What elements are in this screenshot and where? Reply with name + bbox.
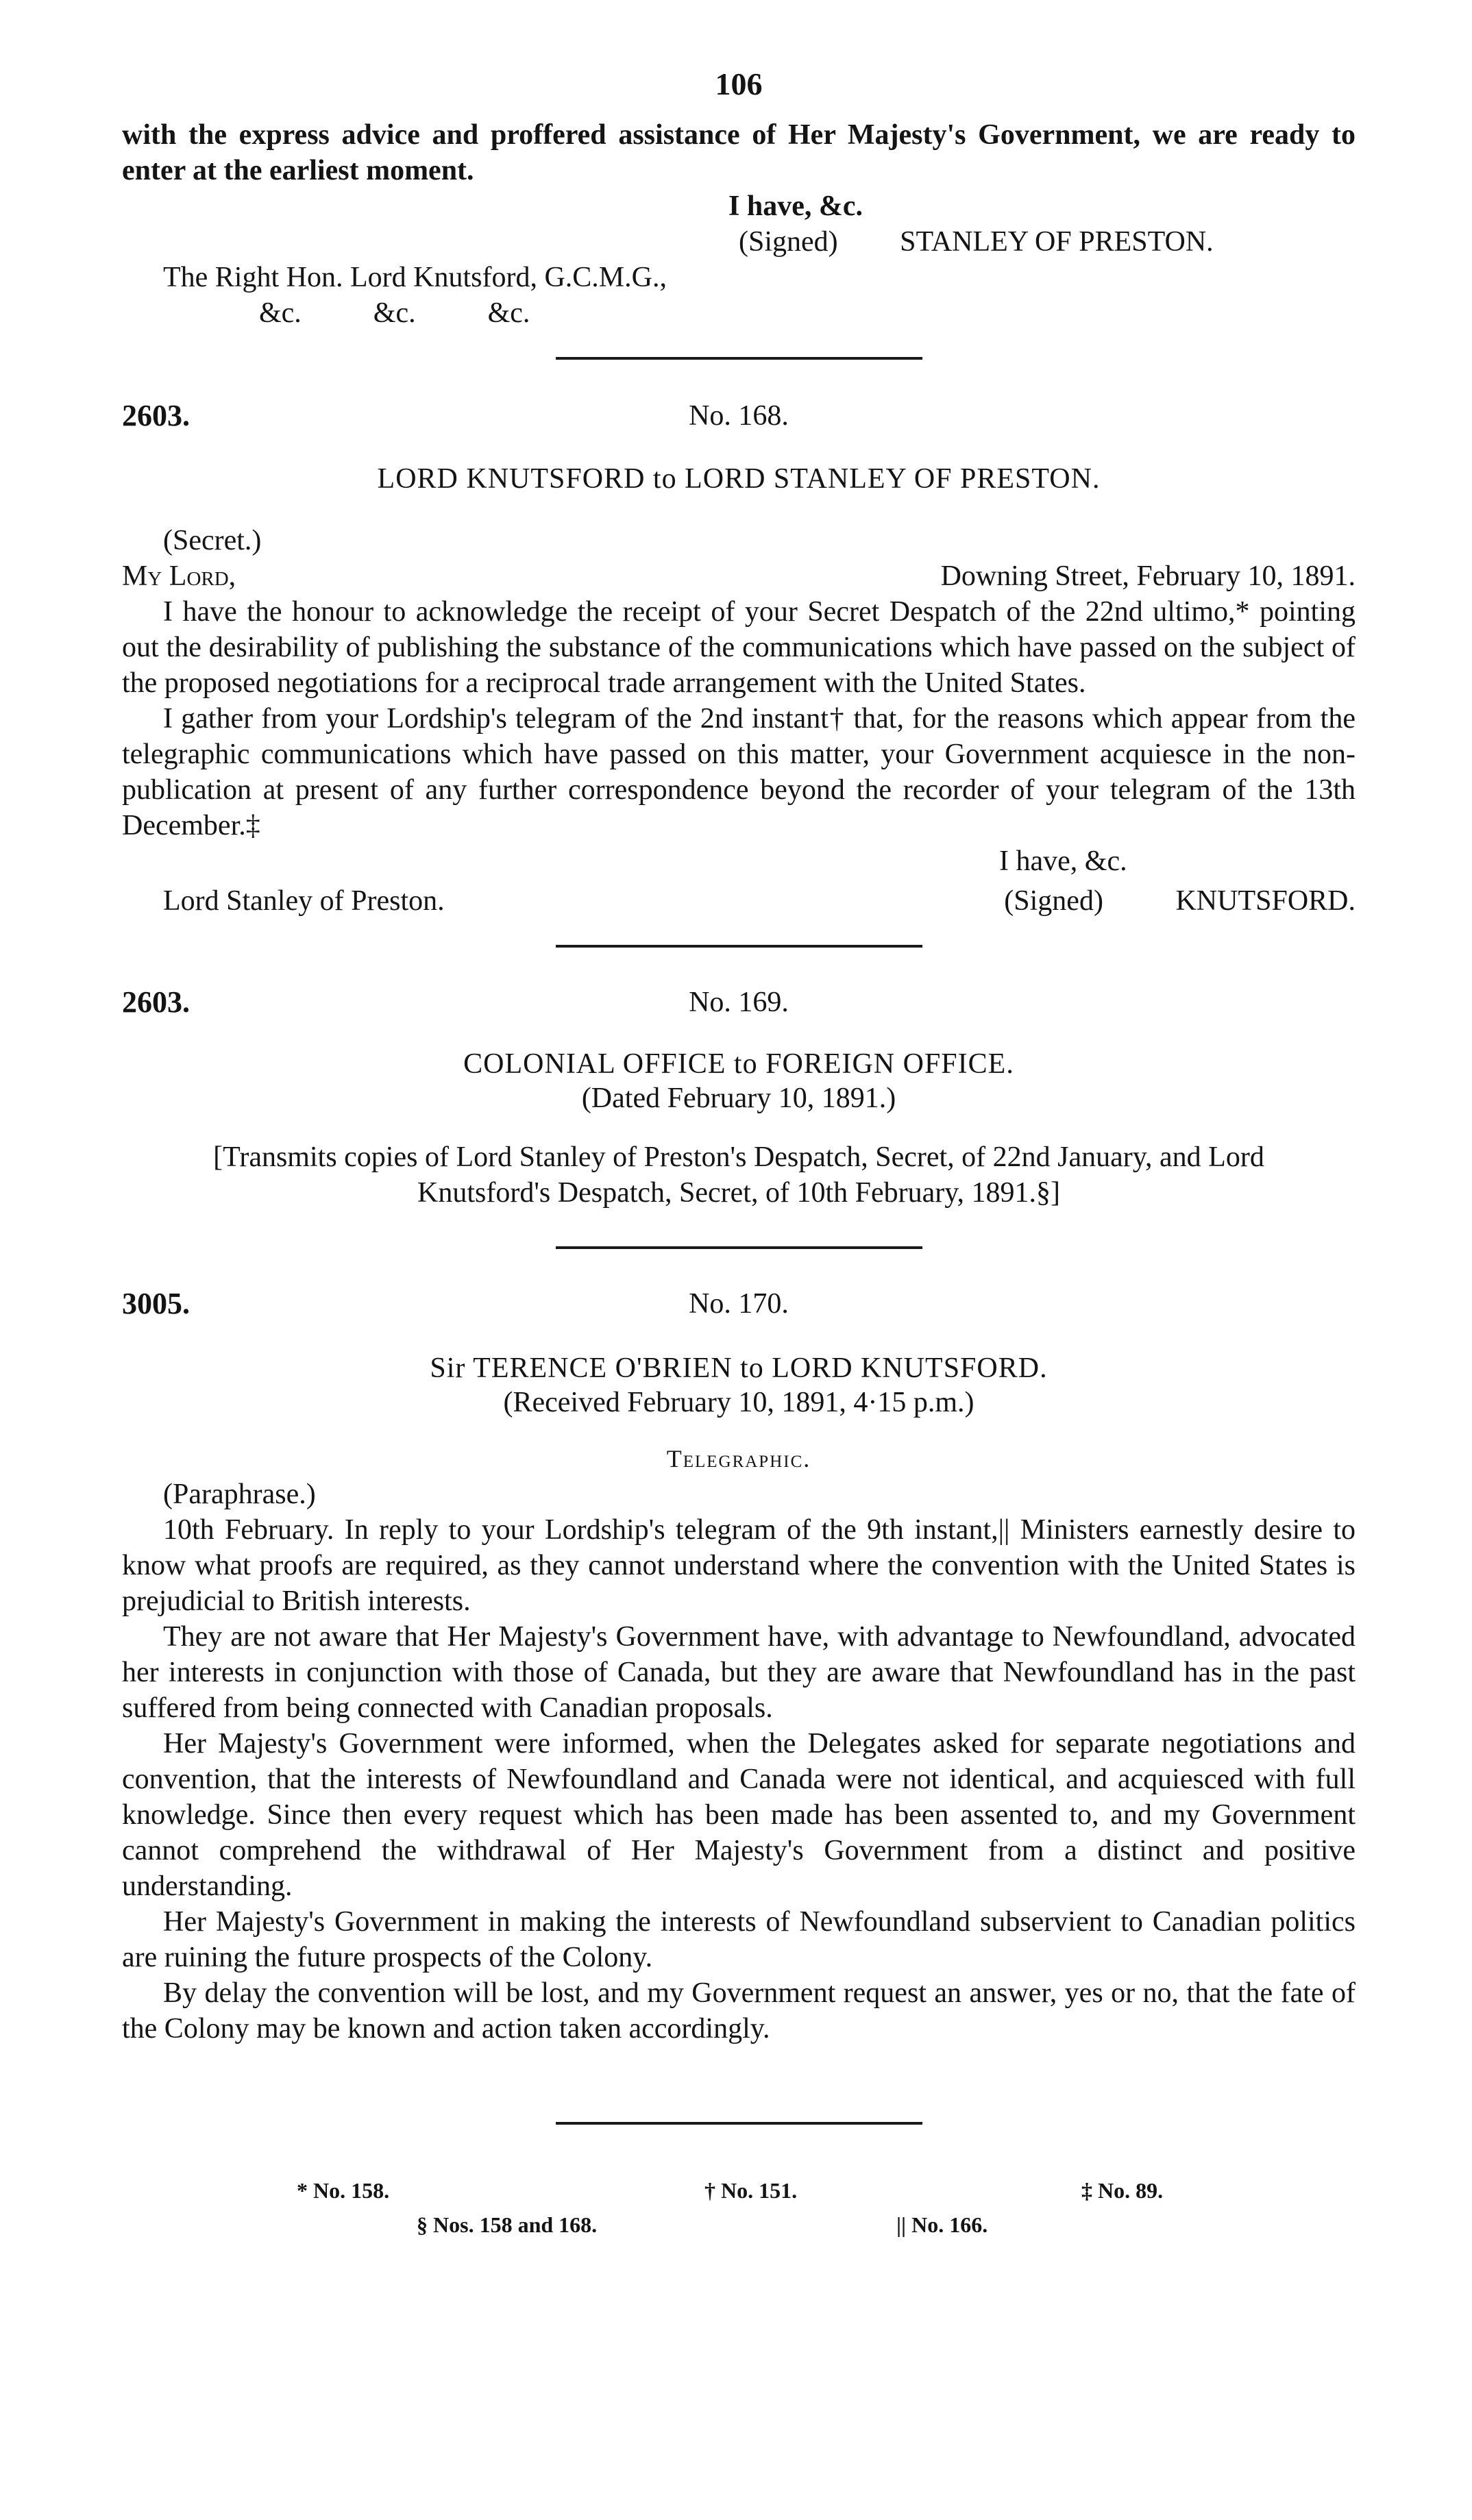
telegram-paragraph: By delay the convention will be lost, and my Government request an answer, yes or no, that the fate of the Colony may be known and action taken accordingly.: [122, 1977, 1356, 2045]
signer-name: KNUTSFORD.: [1175, 885, 1356, 917]
footnote: † No. 151.: [704, 2178, 798, 2203]
closing-text: I have, &c.: [728, 190, 863, 222]
section-title: LORD KNUTSFORD to LORD STANLEY OF PRESTON.: [377, 463, 1101, 495]
footnote: || No. 166.: [896, 2212, 988, 2237]
paraphrase-label: (Paraphrase.): [163, 1479, 316, 1510]
section-divider: [556, 945, 922, 948]
footnote: § Nos. 158 and 168.: [417, 2212, 598, 2237]
section-divider: [556, 1246, 922, 1249]
footnote: ‡ No. 89.: [1081, 2178, 1164, 2203]
telegram-paragraph: Her Majesty's Government were informed, when the Delegates asked for separate negotiations and convention, that the interests of Newfoundland and Canada were not identical, and acquiesced with full knowledge. Since then every request which has been made has been assented to, and my Government cannot comprehend the withdrawal of Her Majesty's Government from a distinct and positive understanding.: [122, 1728, 1356, 1902]
document-number: No. 169.: [689, 987, 789, 1018]
section-header-170: [122, 1283, 1356, 1324]
section-title: Sir TERENCE O'BRIEN to LORD KNUTSFORD.: [430, 1352, 1048, 1384]
section-header-169: [122, 982, 1356, 1023]
signer-name: STANLEY OF PRESTON.: [900, 226, 1214, 258]
place-date: Downing Street, February 10, 1891.: [940, 560, 1356, 592]
section-header-168: [122, 395, 1356, 436]
section-divider: [556, 357, 922, 360]
telegram-paragraph: 10th February. In reply to your Lordship's telegram of the 9th instant,|| Ministers earnestly desire to know what proofs are required, as they cannot understand where the convention with the United States is prejudicial to British interests.: [122, 1514, 1356, 1617]
reference-number: 2603.: [122, 399, 190, 432]
recipient-name: Lord Stanley of Preston.: [163, 885, 445, 917]
salutation: My Lord,: [122, 560, 236, 592]
etc-text: &c. &c. &c.: [259, 297, 530, 329]
document-number: No. 170.: [689, 1288, 789, 1320]
addressee-text: The Right Hon. Lord Knutsford, G.C.M.G.,: [163, 262, 667, 293]
signed-label: (Signed): [1004, 885, 1103, 917]
letter-paragraph: I have the honour to acknowledge the receipt of your Secret Despatch of the 22nd ultimo,* pointing out the desirability of publishing the substance of the communications which have passed on the subject of the proposed negotiations for a reciprocal trade arrangement with the United States.: [122, 596, 1356, 699]
salutation-row: [122, 558, 1356, 594]
document-page: [122, 66, 1356, 2253]
received-text: (Received February 10, 1891, 4·15 p.m.): [503, 1387, 974, 1418]
reference-number: 2603.: [122, 985, 190, 1019]
signed-label: (Signed): [739, 226, 838, 258]
signature-line: [122, 883, 1356, 919]
footnote-divider: [556, 2122, 922, 2125]
closing-text: I have, &c.: [999, 845, 1127, 877]
signature-block: [1004, 883, 1356, 919]
summary-text: [Transmits copies of Lord Stanley of Preston's Despatch, Secret, of 22nd January, and Lord Knutsford's Despatch, Secret, of 10th February, 1891.§]: [213, 1141, 1264, 1209]
signature-line: [122, 224, 1356, 260]
letter-paragraph: I gather from your Lordship's telegram of the 2nd instant† that, for the reasons which appear from the telegraphic communications which have passed on this matter, your Government acquiesce in the non-publication at present of any further correspondence beyond the recorder of your telegram of the 13th December.‡: [122, 703, 1356, 841]
dated-text: (Dated February 10, 1891.): [581, 1083, 896, 1114]
footnote: * No. 158.: [297, 2178, 390, 2203]
secret-label: (Secret.): [163, 525, 262, 556]
document-number: No. 168.: [689, 400, 789, 432]
telegram-paragraph: Her Majesty's Government in making the interests of Newfoundland subservient to Canadian politics are ruining the future prospects of the Colony.: [122, 1906, 1356, 1973]
telegraphic-label: Telegraphic.: [666, 1445, 811, 1472]
telegram-paragraph: They are not aware that Her Majesty's Government have, with advantage to Newfoundland, advocated her interests in conjunction with those of Canada, but they are aware that Newfoundland has in the past suffered from being connected with Canadian proposals.: [122, 1621, 1356, 1724]
page-number: 106: [715, 66, 763, 101]
footnotes: [122, 2178, 1356, 2253]
continuation-text: with the express advice and proffered assistance of Her Majesty's Government, we are ready to enter at the earliest moment.: [122, 119, 1356, 186]
reference-number: 3005.: [122, 1287, 190, 1320]
section-title: COLONIAL OFFICE to FOREIGN OFFICE.: [463, 1048, 1014, 1080]
